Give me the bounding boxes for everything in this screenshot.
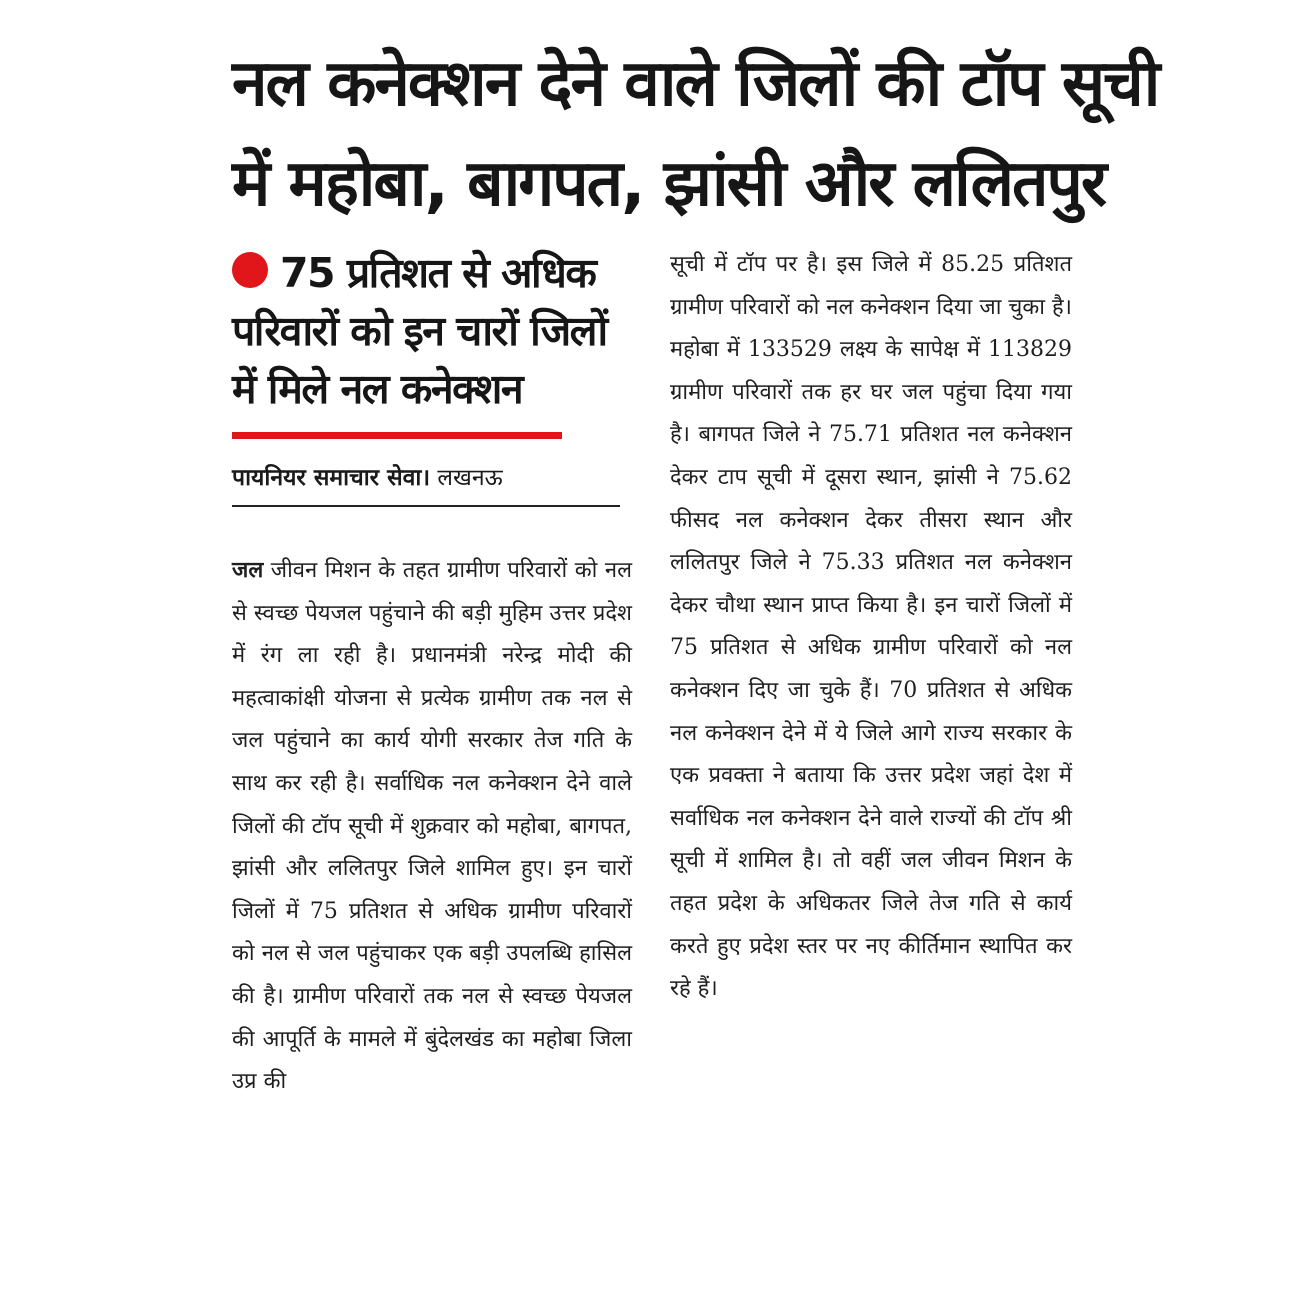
left-column xyxy=(232,244,632,1104)
news-article xyxy=(232,34,1159,1274)
red-bullet-icon xyxy=(232,252,268,288)
headline-line-1: नल कनेक्शन देने वाले जिलों की टॉप सूची xyxy=(232,47,1159,121)
subhead-line-1: 75 प्रतिशत से अधिक xyxy=(280,249,596,297)
subhead-line-3: में मिले नल कनेक्शन xyxy=(232,365,523,413)
article-columns xyxy=(232,244,1072,1274)
byline-place: लखनऊ xyxy=(437,465,503,491)
body-text-right: सूची में टॉप पर है। इस जिले में 85.25 प्रतिशत ग्रामीण परिवारों को नल कनेक्शन दिया जा चुका है। महोबा में 133529 लक्ष्य के सापेक्ष में 113829 ग्रामीण परिवारों तक हर घर जल पहुंचा दिया गया है। बागपत जिले ने 75.71 प्रतिशत नल कनेक्शन देकर टाप सूची में दूसरा स्थान, झांसी ने 75.62 फीसद नल कनेक्शन देकर तीसरा स्थान और ललितपुर जिले ने 75.33 प्रतिशत नल कनेक्शन देकर चौथा स्थान प्राप्त किया है। इन चारों जिलों में 75 प्रतिशत से अधिक ग्रामीण परिवारों को नल कनेक्शन दिए जा चुके हैं। 70 प्रतिशत से अधिक नल कनेक्शन देने में ये जिले आगे राज्य सरकार के एक प्रवक्ता ने बताया कि उत्तर प्रदेश जहां देश में सर्वाधिक नल कनेक्शन देने वाले राज्यों की टॉप श्री सूची में शामिल है। तो वहीं जल जीवन मिशन के तहत प्रदेश के अधिकतर जिले तेज गति से कार्य करते हुए प्रदेश स्तर पर नए कीर्तिमान स्थापित कर रहे हैं। xyxy=(670,252,1072,1002)
byline xyxy=(232,461,620,507)
body-left-content: जीवन मिशन के तहत ग्रामीण परिवारों को नल से स्वच्छ पेयजल पहुंचाने की बड़ी मुहिम उत्तर प्रदेश में रंग ला रही है। प्रधानमंत्री नरेन्द्र मोदी की महत्वाकांक्षी योजना से प्रत्येक ग्रामीण तक नल से जल पहुंचाने का कार्य योगी सरकार तेज गति के साथ कर रही है। सर्वाधिक नल कनेक्शन देने वाले जिलों की टॉप सूची में शुक्रवार को महोबा, बागपत, झांसी और ललितपुर जिले शामिल हुए। इन चारों जिलों में 75 प्रतिशत से अधिक ग्रामीण परिवारों को नल से जल पहुंचाकर एक बड़ी उपलब्धि हासिल की है। ग्रामीण परिवारों तक नल से स्वच्छ पेयजल की आपूर्ति के मामले में बुंदेलखंड का महोबा जिला उप्र की xyxy=(232,558,632,1095)
red-divider xyxy=(232,432,562,439)
headline xyxy=(232,34,1159,234)
lead-word: जल xyxy=(232,557,264,583)
body-text-left xyxy=(232,549,632,1104)
subheadline xyxy=(232,244,632,418)
headline-line-2: में महोबा, बागपत, झांसी और ललितपुर xyxy=(232,147,1106,221)
subhead-line-2: परिवारों को इन चारों जिलों xyxy=(232,307,607,355)
right-column xyxy=(670,244,1072,1011)
byline-agency: पायनियर समाचार सेवा। xyxy=(232,465,431,491)
